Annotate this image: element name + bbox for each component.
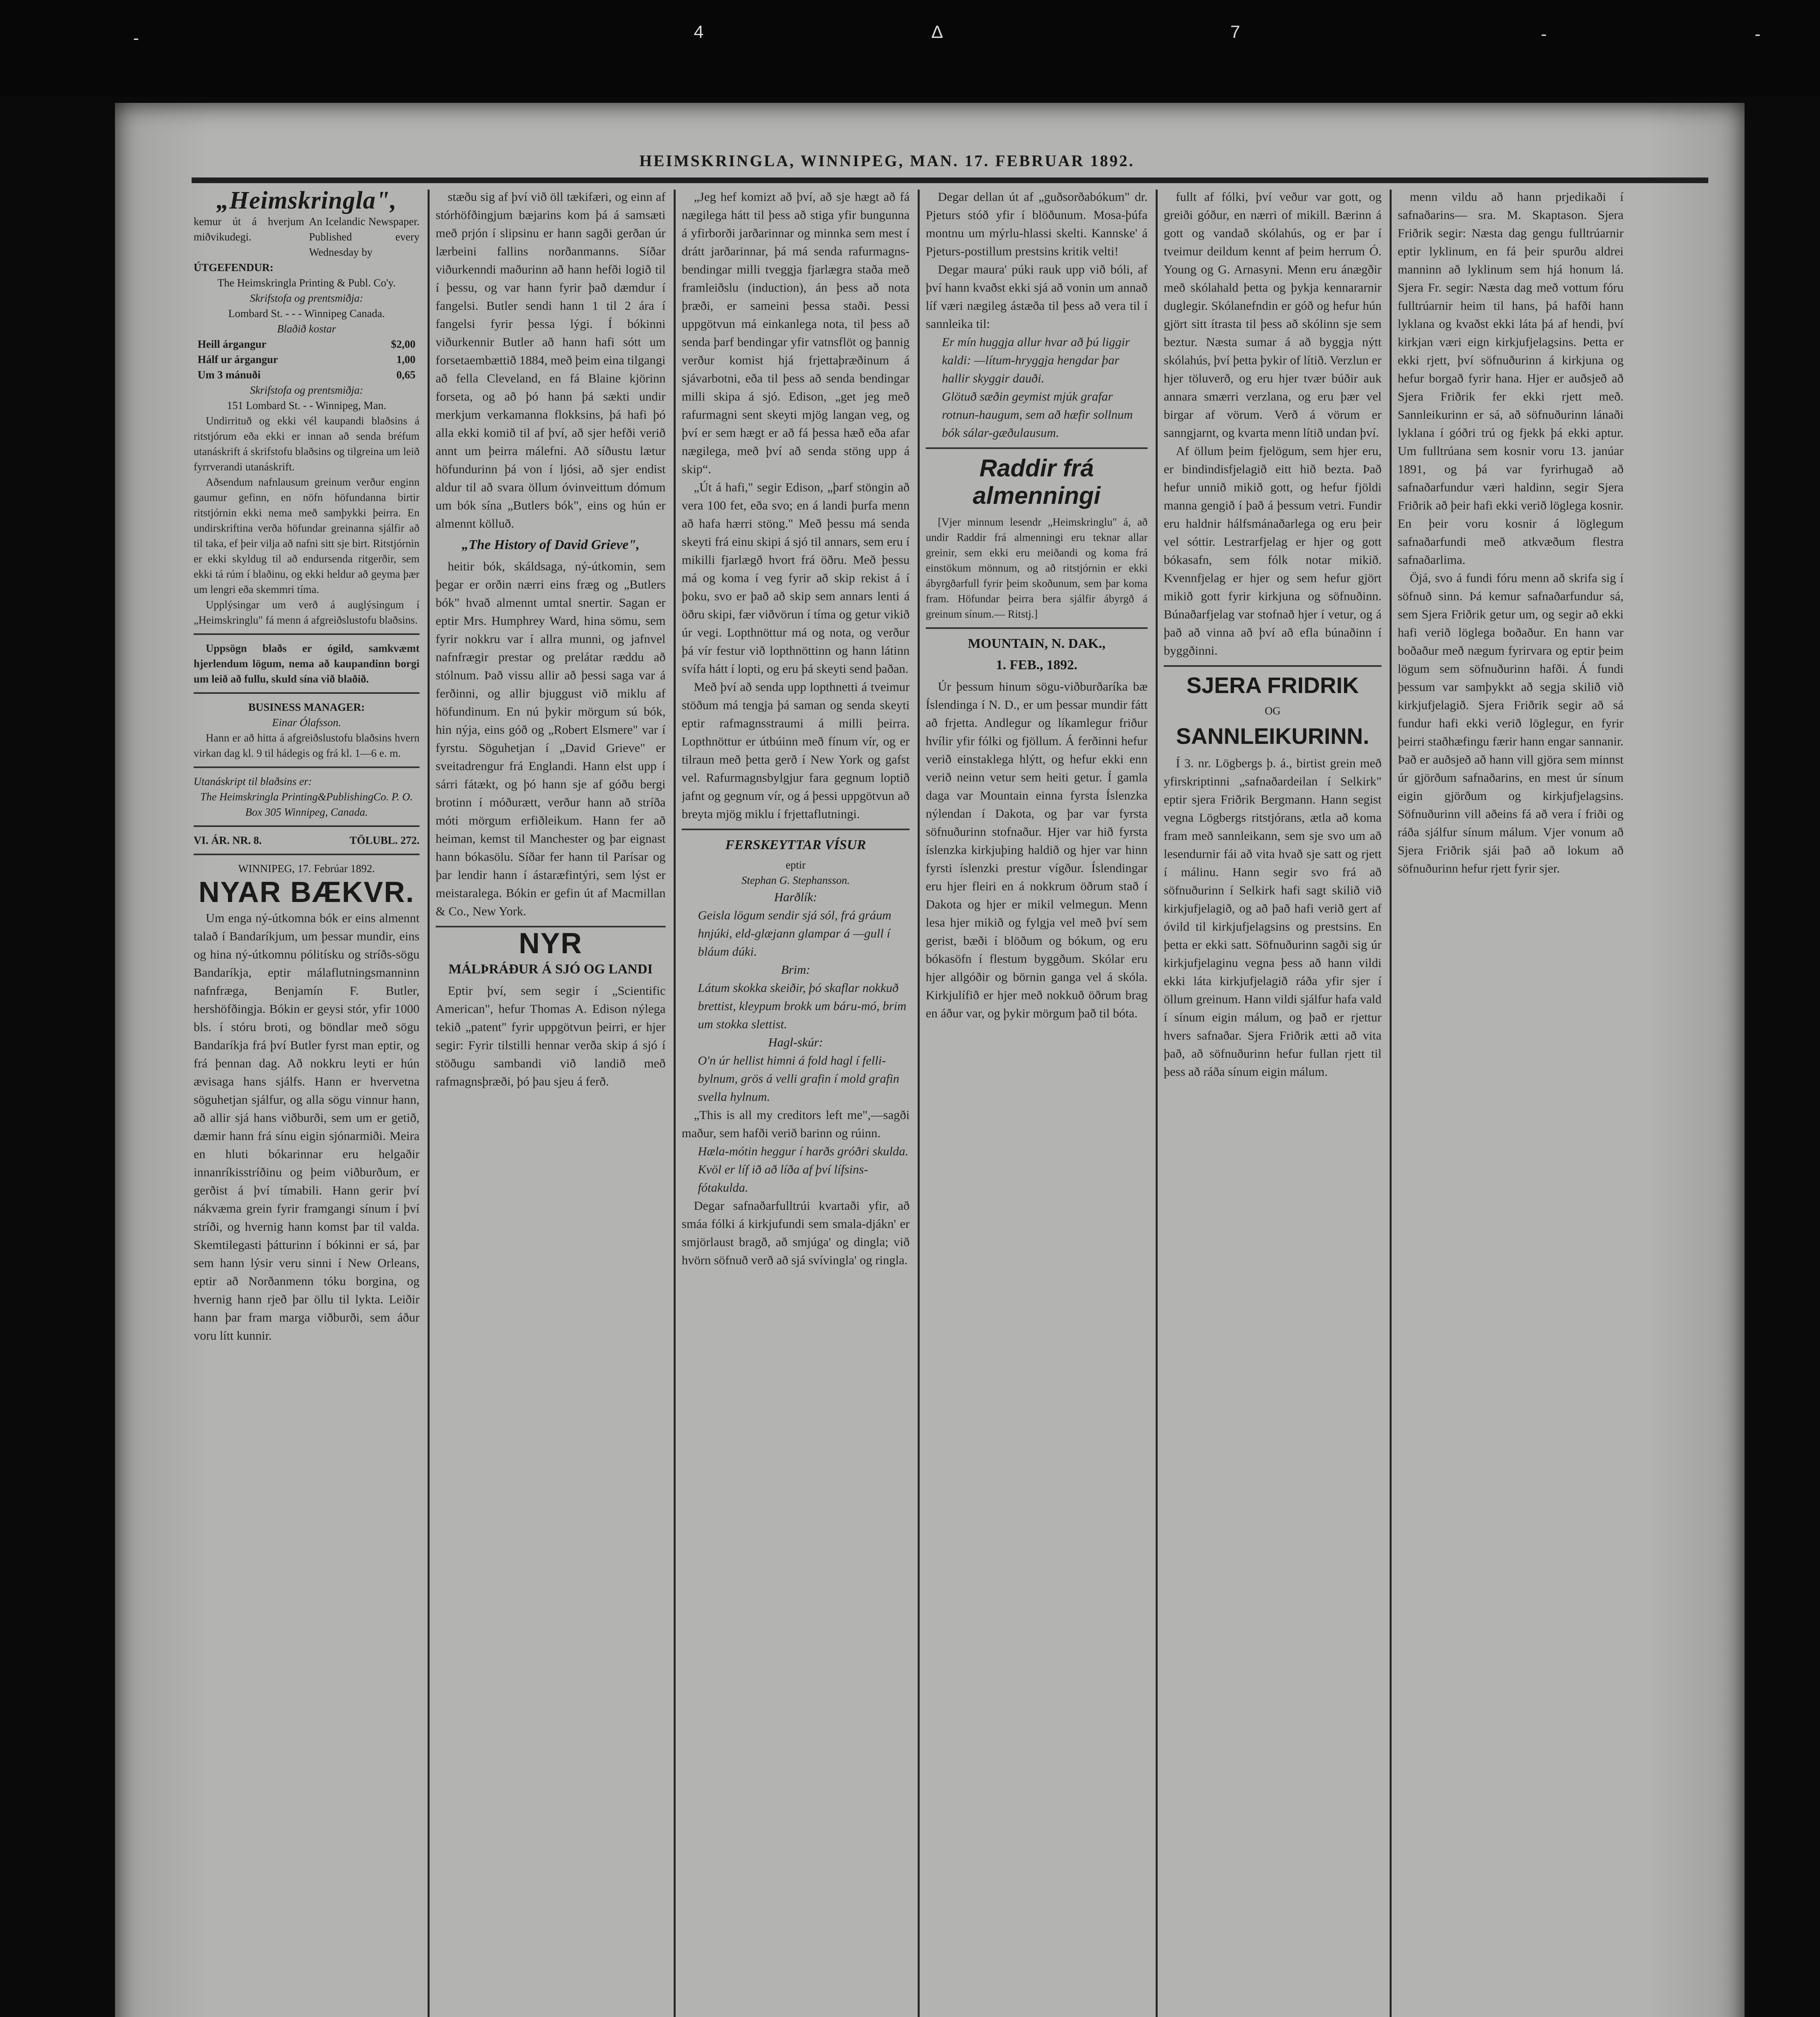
poem-verse: Er mín huggja allur hvar að þú liggir kaldi: —lítum-hryggja hengdar þar hallir skyggir dauði. [942,335,1130,385]
article-body: Um enga ný-útkomna bók er eins almennt talað í Bandaríkjum, um þessar mundir, eins og hina ný-útkomnu pólitísku og stríðs-sögu Bandaríkja, eptir málaflutningsmanninn nafnfræga, Benjamín F. Butler, hershöfðingja. Bókin er geysi stór, yfir 1000 bls. í stóru broti, og böndlar með sögu Bandaríkja frá því Butler fyrst man eptir, og frá þennan dag. Að nokkru leyti er hún ævisaga hans sjálfs. Hann er hvervetna söguhetjan sjálfur, og alla sögu vinnur hann, að allir sjá hans viðburði, sem um er getið, dæmir hann frá sínu eigin sjónarmiði. Meira en hluti bókarinnar eru helgaðir innanríkisstríðinu og þeim viðburðum, er gerðist á því tímabili. Hann gerir því nákvæma grein fyrir framgangi sínum í því stríði, og hvernig hann komst þar til valda. Skemtilegasti þátturinn í bókinni er sá, þar sem hann lýsir veru sinni í New Orleans, eptir að Norðanmenn tóku borgina, og hvernig hann rjeð þar öllu til lykta. Leiðir hann þar fram marga viðburði, sem áður voru lítt kunnir. [194,911,420,1343]
poem-verse: Glötuð sæðin geymist mjúk grafar rotnun-haugum, sem að hæfir sollnum bók sálar-gæðulausum. [942,389,1133,440]
article-body: „Út á hafi," segir Edison, „þarf stöngin að vera 100 fet, eða svo; en á landi þurfa menn að hafa hærri stöng." Með þessu má senda skeyti frá einu skipi á sjó til annars, sem eru í mikilli fjarlægð hvort frá öðru. Með þessu má og koma í veg fyrir að skip rekist á í þoku, svo er það að skip sem annars lenti á öðru skipi, fær viðvörun í tíma og getur vikið úr vegi. Lopthnöttur má og nota, og verður þá vír festur við lopthnöttinn og hann látinn svífa hátt í lopti, og eru þá skeyti send þaðan. [682,480,910,676]
frame-mark: - [1541,24,1547,44]
manager-name: Einar Ólafsson. [272,716,341,729]
divider [926,447,1148,449]
column-rule [674,190,676,2017]
volume-number: VI. ÁR. NR. 8. [194,834,262,846]
poem-verse: Geisla lögum sendir sjá sól, frá gráum hnjúki, eld-glæjann glampar á —gull í bláum dúki. [698,908,891,958]
poem-note: Degar safnaðarfulltrúi kvartaði yfir, að smáa fólki á kirkjufundi sem smala-djákn' er smjörlaust bragð, að smjúga' og dingla; við hvörn söfnuð verð að sjá svívingla' og ringla. [682,1199,910,1267]
article-body: fullt af fólki, því veður var gott, og greiði góður, en nærri of mikill. Bærinn á gott og vandað skólahús, og er þar í tveimur deildum kennt af þeim herrum Ó. Young og G. Arnasyni. Menn eru ánægðir með skólahald þetta og þykja kennararnir duglegir. Skólanefndin er góð og hefur hún gjört sitt ítrasta til þess að skólinn sje sem beztur. Næsta sumar á að byggja nýtt skólahús, því þetta þykir of lítið. Verzlun er hjer töluverð, og eru hjer tvær búðir auk annara smærri verzlana, og eru þær vel birgar af vörum. Verð á vörum er sanngjarnt, og kvarta menn lítið undan því. [1164,190,1382,440]
publication-info-icelandic: kemur út á hverjum miðvikudegi. [194,215,304,243]
issue-number: TÖLUBL. 272. [349,834,420,846]
column-6 [1398,188,1624,2017]
poem-part-heading: Harðlík: [774,890,817,904]
section-title-nyar-baekur: NYAR BÆKVR. [198,876,415,908]
poem-part-heading: Brim: [781,963,810,977]
article-body: Degar maura' púki rauk upp við bóli, af því hann kvaðst ekki sjá að vonin um annað líf væri nægileg ástæða til þess að vera til í sannleika til: [926,262,1148,331]
poem-part-heading: Hagl-skúr: [768,1035,823,1049]
poem-author: Stephan G. Stephansson. [741,874,850,886]
divider [926,627,1148,629]
poem-verse: Látum skokka skeiðir, þó skaflar nokkuð brettist, kleypum brokk um báru-mó, brim um stokka slettist. [698,981,906,1031]
poem-note: „This is all my creditors left me",—sagði maður, sem hafði verið barinn og rúinn. [682,1108,910,1140]
rate-row [194,367,420,382]
cancellation-notice: Uppsögn blaðs er ógild, samkvæmt hjerlendum lögum, nema að kaupandinn borgi um leið að fullu, skuld sína við blaðið. [194,642,420,685]
column-rule [1390,190,1392,2017]
divider [194,854,420,855]
rate-row [194,352,420,367]
review-title: „The History of David Grieve", [461,537,640,552]
column-2 [436,188,666,2017]
article-body: stæðu sig af því við öll tækifæri, og einn af stórhöfðingjum bæjarins kom þá á samsæti með prjón í slipsinu er hann sagði gerðan úr lærbeini fallins norðanmanns. Síðar viðurkenndi maðurinn að hann hefði logið til í þessu, og var hann fyrir það dæmdur í fangelsi. Butler sendi hann 1 til 2 ára í fangelsi fyrir þessa lýgi. Í bókinni viðurkennir Butler að hann hafi sótt um forsetaembættið 1884, með þeim eina tilgangi að fella Cleveland, en fá Blaine kjörinn forseta, og að þó hann þá sækti undir merkjum verkamanna flokksins, þá hafi þó alla ekki komið til af því, að sjer hefði verið annt um þeirra málefni. Að síðustu lætur höfundurinn þá von í ljósi, að sjer endist aldur til að svara öllum óvinveittum dómum um bók sína „Butlers bók", eins og hún er almennt kölluð. [436,190,666,530]
article-body: menn vildu að hann prjedikaði í safnaðarins— sra. M. Skaptason. Sjera Friðrik segir: Næsta dag gengu fulltrúarnir eptir lyklinum, en fá þeir spurðu aldrei manninn að lyklinum sem hjá honum lá. Sjera Fr. segir: Næsta dag með vottum fóru fulltrúarnir heim til hans, þá hafði hann lyklana og kvaðst ekki láta þá af hendi, því kirkjan væri eign kirkjufjelagsins. Þetta er ekki rjett, því söfnuðurinn á kirkjuna og hefur borgað fyrir hana. Hjer er auðsjeð að Sjera Friðrik fer ekki rjett með. Sannleikurinn er sá, að söfnuðurinn lánaði lyklana í góðri trú og fjekk þá ekki aptur. Um fulltrúana sem kosnir voru 13. janúar 1891, og þá var fyrirhugað að safnaðarfundur væri haldinn, segir Sjera Friðrik að þeir hafi ekki verið löglega kosnir. En þeir voru kosnir á löglegum safnaðarfundi með atkvæðum flestra safnaðarlima. [1398,190,1624,567]
rate-label: Heill árgangur [198,338,267,350]
masthead-rule [192,177,1708,183]
frame-mark: - [1755,24,1761,44]
running-head: HEIMSKRINGLA, WINNIPEG, MAN. 17. FEBRUAR 1892. [639,152,1135,170]
article-body: Öjá, svo á fundi fóru menn að skrifa sig í söfnuð sinn. Þá kemur safnaðarfundur sá, sem Sjera Friðrik getur um, og segir að ekki hafi verið löglega boðaður. En hann var boðaður með nægum fyrirvara og eptir þeim lögum sem söfnuðurinn hafði. Á fundi þessum var samþykkt að segja skilið við kirkjufjelagið. Sjera Friðrik segir að sá fundur hafi ekki verið löglegur, en fyrir þeirri staðhæfingu færir hann engar sannanir. Það er auðsjeð að hann vill gjöra sem minnst úr gjörðum safnaðarins, en mest úr sínum eigin gjörðum og kirkjufjelagsins. Söfnuðurinn vill aðeins fá að vera í friði og ráða sjálfur sínum málum. Vjer vonum að Sjera Friðrik sjái það að lokum að söfnuðurinn hefur rjett fyrir sjer. [1398,571,1624,875]
poem-title: FERSKEYTTAR VÍSUR [725,837,866,852]
column-5 [1164,188,1382,2017]
divider [194,766,420,768]
article-body: Af öllum þeim fjelögum, sem hjer eru, er bindindisfjelagið eitt hið bezta. Það hefur unnið mikið gott, og hefur fjöldi manna gengið í það á þessum vetri. Fundir eru haldnir hálfsmánaðarlega og eru þeir vel sóttir. Lestrarfjelag er hjer og gott bókasafn, sem fólk notar mikið. Kvennfjelag er hjer og sem hefur gjört mikið gott fyrir kirkjuna og söfnuðinn. Búnaðarfjelag var stofnað hjer í vetur, og á það að vinna að því að efla búnaðinn í byggðinni. [1164,444,1382,658]
article-body: Úr þessum hinum sögu-viðburðaríka bæ Íslendinga í N. D., er um þessar mundir fátt að frjetta. Andlegur og líkamlegur friður hvílir yfir fólki og fjöllum. Á ferðinni hefur verið einstaklega hlýtt, og hefur ekki enn verið neinn vetur sem heiti getur. Í gamla daga var Mountain einna fyrsta Íslenzka nýlendan í Dakota, og þar var fyrsta söfnuðurinn stofnaður. Hjer var hið fyrsta íslenzka kirkjuþing haldið og hjer var hinn fyrsti íslenzki prestur vígður. Íslendingar eru hjer fleiri en á nokkrum öðrum stað í Dakota og hjer er mikil velmegun. Menn lesa hjer mikið og fylgja vel með því sem gerist, bæði í blöðum og bókum, og eru bókasöfn í flestum byggðum. Skólar eru hjer allgóðir og börnin ganga vel á skóla. Kirkjulífið er hjer með nokkuð öðrum brag en áður var, og þykir mörgum það til bóta. [926,679,1148,1020]
column-3 [682,188,910,2017]
poem-verse: O'n úr hellist himni á fold hagl í felli-bylnum, grös á velli grafin í mold grafin svella hylnum. [698,1053,900,1104]
publication-info [194,214,420,260]
office2-label: Skrifstofa og prentsmiðja: [250,384,363,396]
mail-address: The Heimskringla Printing&PublishingCo. P. O. Box 305 Winnipeg, Canada. [200,791,413,818]
office2-address: 151 Lombard St. - - Winnipeg, Man. [227,399,386,411]
divider [194,825,420,827]
rate-row [194,336,420,352]
rate-price: $2,00 [391,338,415,350]
section-subtitle: MÁLÞRÁÐUR Á SJÓ OG LANDI [448,962,653,977]
rate-label: Um 3 mánuði [198,369,261,381]
article-body: Eptir því, sem segir í „Scientific American", hefur Thomas A. Edison nýlega tekið „patent" fyrir uppgötvun þeirri, er hjer segir: Fyrir tilstilli hennar verða skip á sjó í stöðugu sambandi við landið með rafmagnsþræði, þó þau sjeu á ferð. [436,983,666,1088]
section-title-sjera-fridrik: SJERA FRIDRIK [1186,672,1359,698]
section-title-nyr: NYR [518,927,582,960]
price-label: Blaðið kostar [277,323,336,335]
section-title-sannleikurinn: SANNLEIKURINN. [1176,723,1369,749]
article-body: heitir bók, skáldsaga, ný-útkomin, sem þegar er orðin nærri eins fræg og „Butlers bók" hvað almennt umtal snertir. Sagan er eptir Mrs. Humphrey Ward, hina sömu, sem fyrir nokkru var í allra munni, og jafnvel nafnfrægir prestar og prelátar ræddu að stólnum. Það vissu allir að þessi saga var á ferðinni, og allir bjuggust við miklu af höfundinum. En nú þykir mörgum sú bók, hin nýja, eins góð og „Robert Elsmere" var í fyrstu. Söguhetjan í „David Grieve" er sveitadrengur frá Englandi. Hann elst upp í sárri fátækt, og þó hann sje af góðu bergi brotinn í móðurætt, verður hann að stríða móti mörgum erfiðleikum. Hann fer að heiman, kemst til Manchester og þar eignast hann bókasölu. Síðar fer hann til Parísar og þar lendir hann í ástaræfintýri, sem lýst er meistaralega. Bókin er gefin út af Macmillan & Co., New York. [436,559,666,918]
subscription-notice: Undirrituð og ekki vél kaupandi blaðsins á ritstjórum eða ekki er innan að senda bréfum utanáskrift á skrifstofu blaðsins og tilgreina um leið fyrrverandi utanáskrift. [194,415,420,473]
rate-price: 1,00 [396,353,415,365]
frame-mark: - [133,28,139,48]
dateline-date: 1. FEB., 1892. [996,658,1078,672]
editor-note: [Vjer minnum lesendr „Heimskringlu" á, að undir Raddir frá almenningi eru teknar allar greinir, sem ekki eru meiðandi og koma frá einstökum mönnum, og að ritstjórnin er ekki ábyrgðarfull fyrir þeim skoðunum, sem þar koma fram. Höfundar þeirra bera sjálfir ábyrgð á greinum sínum.— Ritstj.] [926,516,1148,620]
office-label: Skrifstofa og prentsmiðja: [250,292,363,304]
poem-verse: Hæla-mótin heggur í harðs gróðri skulda. Kvöl er líf ið að líða af því lífsins-fótakulda. [698,1144,908,1194]
section-title-og: OG [1265,705,1281,717]
dateline: WINNIPEG, 17. Febrúar 1892. [238,862,375,875]
publication-info-english: An Icelandic Newspaper. Published every Wednesday by [309,215,420,258]
section-title-raddir: Raddir frá almenningi [973,455,1101,509]
rate-label: Hálf ur árgangur [198,353,278,365]
dateline-place: MOUNTAIN, N. DAK., [968,636,1106,651]
column-rule [918,190,920,2017]
rate-price: 0,65 [396,369,415,381]
article-body: Degar dellan út af „guðsorðabókum" dr. Pjeturs stóð yfir í blöðunum. Mosa-þúfa montnu um mýrlu-hlassi skelti. Kannske' á Pjeturs-postillum prestsins kritik velti! [926,190,1148,258]
manager-label: BUSINESS MANAGER: [248,701,365,713]
office-address: Lombard St. - - - Winnipeg Canada. [228,307,385,319]
film-edge-top [0,0,1820,97]
column-rule [428,190,430,2017]
poem-by: eptir [785,859,806,871]
advertising-notice: Upplýsingar um verð á auglýsingum í „Heimskringlu" fá menn á afgreiðslustofu blaðsins. [194,599,420,626]
column-rule [1156,190,1158,2017]
volume-line [194,833,420,848]
article-body: „Jeg hef komizt að því, að sje hægt að fá nægilega hátt til þess að stiga yfir bungunna á yfirborði jarðarinnar og minnka sem mest í drátt jarðarinnar, þá má senda rafurmagns-bendingar milli tveggja fjarlægra staða með framleiðslu (induction), án þess að nota þræði, er sameini þessa staði. Þessi uppgötvun má einkanlega nota, til þess að senda þarf bendingar yfir vatnsflöt og þannig verður komist hjá frjettaþræðinum á sjávarbotni, eða til þess að senda bendingar milli skipa á sjó. Edison, „get jeg með rafurmagni sent skeyti mjög langan veg, og því er sem hægt er að fá þessa hæð eða afar nægilega, með því að senda stöng upp á skip“. [682,190,910,476]
divider [194,633,420,635]
mail-label: Utanáskript til blaðsins er: [194,775,312,787]
article-body: Í 3. nr. Lögbergs þ. á., birtist grein með yfirskriptinni „safnaðardeilan í Selkirk" eptir sjera Friðrik Bergmann. Hann segist vegna Lögbergs ritstjórans, ætla að koma fram með sannleikann, sem sje svo um að lesendurnir fái að vita hvað sje satt og rjett í málinu. Hann segir svo frá að söfnuðurinn í Selkirk hafi sagt skilið við kirkjufjelagið, og að það hafi verið gert af óvild til kirkjufjelagsins og prestsins. En þetta er ekki satt. Söfnuðurinn sagði sig úr kirkjufjelaginu vegna þess að hann vildi ekki láta kirkjufjelagið ráða yfir sjer í öllum greinum. Hann vildi sjálfur hafa vald í sínum eigin málum, og það er rjettur hvers safnaðar. Sjera Friðrik ætti að vita það, að söfnuðurinn hefur fullan rjett til þess að ráða sínum eigin málum. [1164,756,1382,1079]
manager-hours: Hann er að hitta á afgreiðslustofu blaðsins hvern virkan dag kl. 9 til hádegis og frá kl. 1—6 e. m. [194,732,420,759]
frame-mark: 4 [694,22,704,42]
publishers-label: ÚTGEFENDUR: [194,261,274,274]
frame-mark: ∆ [932,22,943,42]
newspaper-page [115,103,1745,2017]
masthead-title: „Heimskringla", [216,188,397,214]
divider [1164,665,1382,667]
publisher-name: The Heimskringla Printing & Publ. Co'y. [217,277,396,289]
column-4 [926,188,1148,2017]
frame-mark: 7 [1230,22,1240,42]
column-1 [194,188,420,2017]
submission-notice: Aðsendum nafnlausum greinum verður enginn gaumur gefinn, en nöfn höfundanna birtir ritstjórnin ekki nema með samþykki þeirra. En undirskriftina verða höfundar greinanna sjálfir að til taka, ef þeir vilja að nafni sitt sje birt. Ritstjórnin er ekki skyldug til að endursenda ritgerðir, sem ekki tá rúm í blaðinu, og ekki heldur að geyma þær um lengri eða skemmri tíma. [194,476,420,595]
divider [194,692,420,694]
article-body: Með því að senda upp lopthnetti á tveimur stöðum má tengja þá saman og senda skeyti eptir rafmagnsstraumi á milli þeirra. Lopthnöttur er útbúinn með fínum vír, og er tilraun með þetta gerð í New York og gafst vel. Rafurmagnsbylgjur fara gegnum loptið jafnt og gegnum vír, og á þessi uppgötvun að breyta mjög miklu í frjettaflutningi. [682,680,910,821]
divider [682,829,910,830]
